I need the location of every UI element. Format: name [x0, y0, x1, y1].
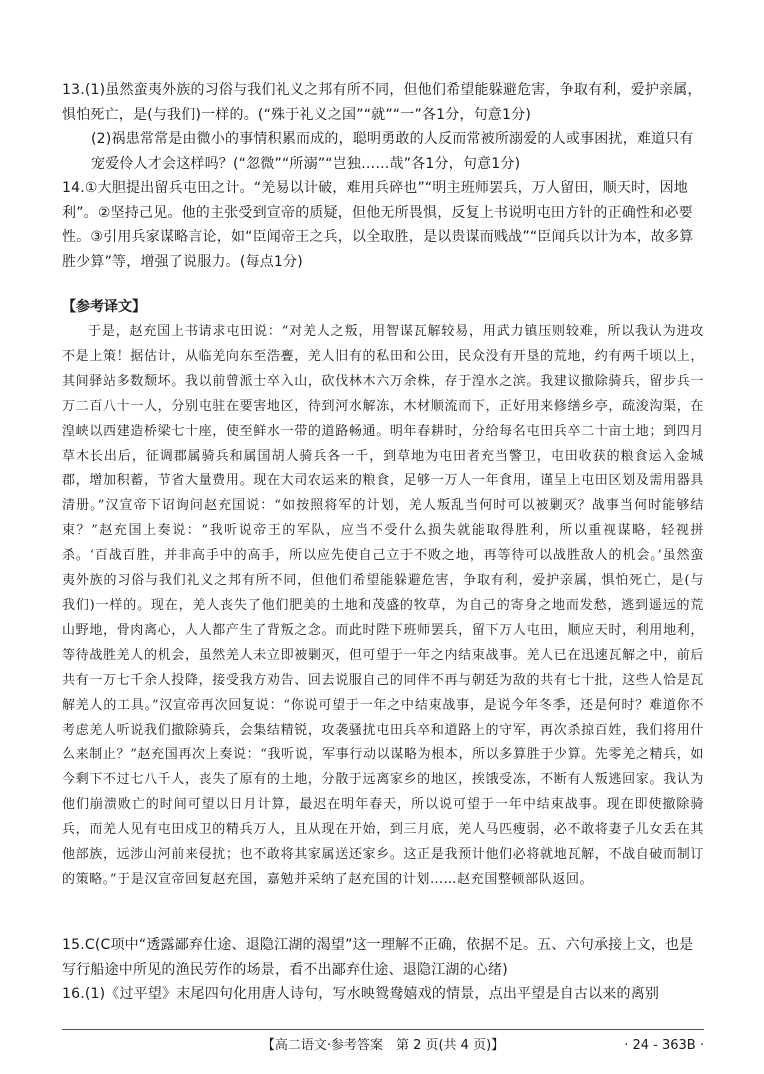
answer-15: 15.C(C项中“透露鄙弃仕途、退隐江湖的渴望”这一理解不正确，依据不足。五、六句承接上文，也是写行船途中所见的渔民劳作的场景，看不出鄙弃仕途、退隐江湖的心绪) [62, 937, 694, 978]
answer-14: 14.①大胆提出留兵屯田之计。“羌易以计破，难用兵碎也”“明主班师罢兵，万人留田，顺天时，因地利”。②坚持己见。他的主张受到宣帝的质疑，但他无所畏惧，反复上书说明屯田方针的正确性和必要性。③引用兵家谋略言论，如“臣闻帝王之兵，以全取胜，是以贵谋而贱战”“臣闻兵以计为本，故多算胜少算”等，增强了说服力。(每点1分) [62, 180, 694, 270]
page-footer [62, 1035, 704, 1057]
answer-13-part1: 13.(1)虽然蛮夷外族的习俗与我们礼义之邦有所不同，但他们希望能躲避危害，争取有利，爱护亲属，惧怕死亡，是(与我们)一样的。(“殊于礼义之国”“就”“一”各1分，句意1分) [62, 82, 702, 123]
translation-body [62, 320, 704, 893]
translation-paragraph: 于是，赵充国上书请求屯田说：“对羌人之叛，用智谋瓦解较易，用武力镇压则较难，所以我认为进攻不是上策！据估计，从临羌向东至浩亹，羌人旧有的私田和公田，民众没有开垦的荒地，约有两千顷以上，其间驿站多数颓坏。我以前曾派士卒入山，砍伐林木六万余株，存于湟水之滨。我建议撤除骑兵，留步兵一万二百八十一人，分别屯驻在要害地区，待到河水解冻，木材顺流而下，正好用来修缮乡亭，疏浚沟渠，在湟峡以西建造桥梁七十座，使至鲜水一带的道路畅通。明年春耕时，分给每名屯田兵卒二十亩土地；到四月草木长出后，征调郡属骑兵和属国胡人骑兵各一千，到草地为屯田者充当警卫，屯田收获的粮食运入金城郡，增加积蓄，节省大量费用。现在大司农运来的粮食，足够一万人一年食用，谨呈上屯田区划及需用器具清册。”汉宣帝下诏询问赵充国说：“如按照将军的计划，羌人叛乱当何时可以被剿灭？战事当何时能够结束？”赵充国上奏说：“我听说帝王的军队，应当不受什么损失就能取得胜利，所以重视谋略，轻视拼杀。‘百战百胜，并非高手中的高手，所以应先使自己立于不败之地，再等待可以战胜敌人的机会。’虽然蛮夷外族的习俗与我们礼义之邦有所不同，但他们希望能躲避危害，争取有利，爱护亲属，惧怕死亡，是(与我们)一样的。现在，羌人丧失了他们肥美的土地和茂盛的牧草，为自己的寄身之地而发愁，逃到遥远的荒山野地，骨肉离心，人人都产生了背叛之念。而此时陛下班师罢兵，留下万人屯田，顺应天时，利用地利，等待战胜羌人的机会，虽然羌人未立即被剿灭，但可望于一年之内结束战事。羌人已在迅速瓦解之中，前后共有一万七千余人投降，接受我方劝告、回去说服自己的同伴不再与朝廷为敌的共有七十批，这些人恰是瓦解羌人的工具。”汉宣帝再次回复说：“你说可望于一年之中结束战事，是说今年冬季，还是何时？难道你不考虑羌人听说我们撤除骑兵，会集结精锐，攻袭骚扰屯田兵卒和道路上的守军，再次杀掠百姓，我们将用什么来制止？”赵充国再次上奏说：“我听说，军事行动以谋略为根本，所以多算胜于少算。先零羌之精兵，如今剩下不过七八千人，丧失了原有的土地，分散于远离家乡的地区，挨饿受冻，不断有人叛逃回家。我认为他们崩溃败亡的时间可望以日月计算，最迟在明年春天，所以说可望于一年中结束战事。现在即使撤除骑兵，而羌人见有屯田戍卫的精兵万人，且从现在开始，到三月底，羌人马匹瘦弱，必不敢将妻子儿女丢在其他部族，远涉山河前来侵扰；也不敢将其家属送还家乡。这正是我预计他们必将就地瓦解，不战自破而制订的策略。”于是汉宣帝回复赵充国，嘉勉并采纳了赵充国的计划……赵充国整顿部队返回。 [62, 324, 704, 887]
translation-heading: 【参考译文】 [62, 299, 146, 315]
answer-16: 16.(1)《过平望》末尾四句化用唐人诗句，写水映鸳鸯嬉戏的情景，点出平望是自古以来的离别 [62, 986, 660, 1002]
footer-code: · 24 - 363B · [624, 1038, 704, 1053]
footer-page-info: 【高二语文·参考答案 第 2 页(共 4 页)】 [261, 1038, 505, 1053]
footer-divider [62, 1029, 704, 1030]
answer-13-part2: (2)祸患常常是由微小的事情积累而成的，聪明勇敢的人反而常被所溺爱的人或事困扰，难道只有宠爱伶人才会这样吗？(“忽微”“所溺”“岂独……哉”各1分，句意1分) [91, 131, 694, 172]
